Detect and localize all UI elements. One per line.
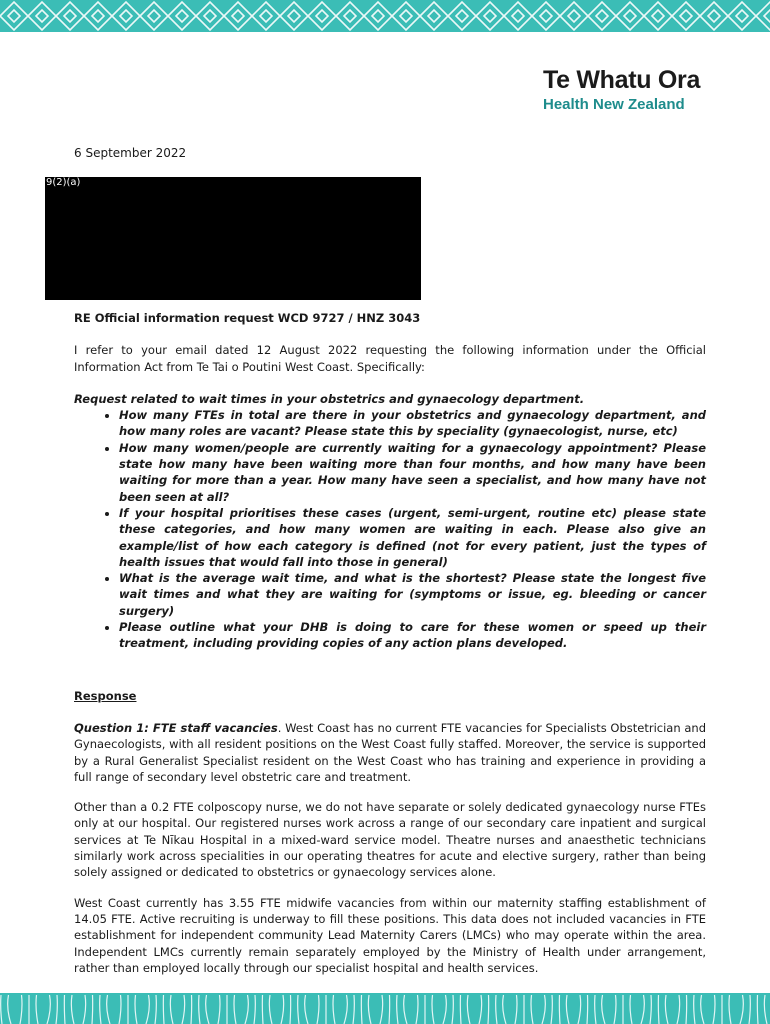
redaction-label: 9(2)(a): [46, 177, 81, 188]
request-item: • What is the average wait time, and what is the shortest? Please state the longest five wait times and what they are waiting for (symptoms or issue, eg. bleeding or cancer surgery): [119, 570, 706, 619]
brand-title: Te Whatu Ora: [543, 66, 701, 94]
midwife-paragraph: West Coast currently has 3.55 FTE midwife vacancies from within our maternity staffing establishment of 14.05 FTE. Active recruiting is underway to fill these positions. This data does not included vacancies in FTE establishment for independent community Lead Maternity Carers (LMCs) who may operate within the area. Independent LMCs currently remain separately employed by the Ministry of Health under arrangement, rather than employed locally through our specialist hospital and health services.: [74, 895, 706, 975]
request-item: • If your hospital prioritises these cases (urgent, semi-urgent, routine etc) please state these categories, and how many women are waiting in each. Please also give an example/list of how each category is defined (not for every patient, just the types of health issues that would fall into those in general): [119, 505, 706, 570]
nursing-paragraph: Other than a 0.2 FTE colposcopy nurse, we do not have separate or solely dedicated gynaecology nurse FTEs only at our hospital. Our registered nurses work across a range of our secondary care inpatient and surgical services at Te Nīkau Hospital in a mixed-ward service model. Theatre nurses and anaesthetic technicians similarly work across specialities in our operating theatres for acute and elective surgery, rather than being solely assigned or dedicated to obstetrics or gynaecology services alone.: [74, 800, 706, 880]
request-item: • How many women/people are currently waiting for a gynaecology appointment? Please state how many have been waiting more than four months, and how many have been waiting for more than a year. How many have seen a specialist, and how many have not been seen at all?: [119, 440, 706, 505]
top-decorative-band: [0, 0, 770, 32]
response-heading: Response: [74, 688, 137, 703]
bottom-band-pattern: [0, 993, 770, 1024]
bottom-decorative-band: [0, 993, 770, 1024]
brand-subtitle: Health New Zealand: [543, 96, 685, 113]
question-1-label: Question 1: FTE staff vacancies: [74, 720, 278, 735]
letter-body: [74, 310, 706, 990]
question-1-paragraph: [74, 720, 706, 785]
brand-logo: [543, 66, 733, 114]
request-list: [74, 407, 706, 651]
request-heading: Request related to wait times in your obstetrics and gynaecology department.: [74, 391, 585, 406]
re-line: RE Official information request WCD 9727 / HNZ 3043: [74, 311, 421, 325]
letter-date: 6 September 2022: [74, 146, 187, 160]
request-item: • How many FTEs in total are there in your obstetrics and gynaecology department, and how many roles are vacant? Please state this by speciality (gynaecologist, nurse, etc): [119, 407, 706, 440]
top-band-pattern: [0, 0, 770, 32]
request-item: • Please outline what your DHB is doing to care for these women or speed up their treatment, including providing copies of any action plans developed.: [119, 619, 706, 652]
redacted-address-block: [45, 177, 421, 300]
intro-paragraph: I refer to your email dated 12 August 2022 requesting the following information under the Official Information Act from Te Tai o Poutini West Coast. Specifically:: [74, 343, 706, 374]
question-1-text: . West Coast has no current FTE vacancies for Specialists Obstetrician and Gynaecologists, with all resident positions on the West Coast fully staffed. Moreover, the service is supported by a Rural Generalist Specialist resident on the West Coast who has training and experience in providing a full range of secondary level obstetric care and treatment.: [74, 720, 706, 784]
